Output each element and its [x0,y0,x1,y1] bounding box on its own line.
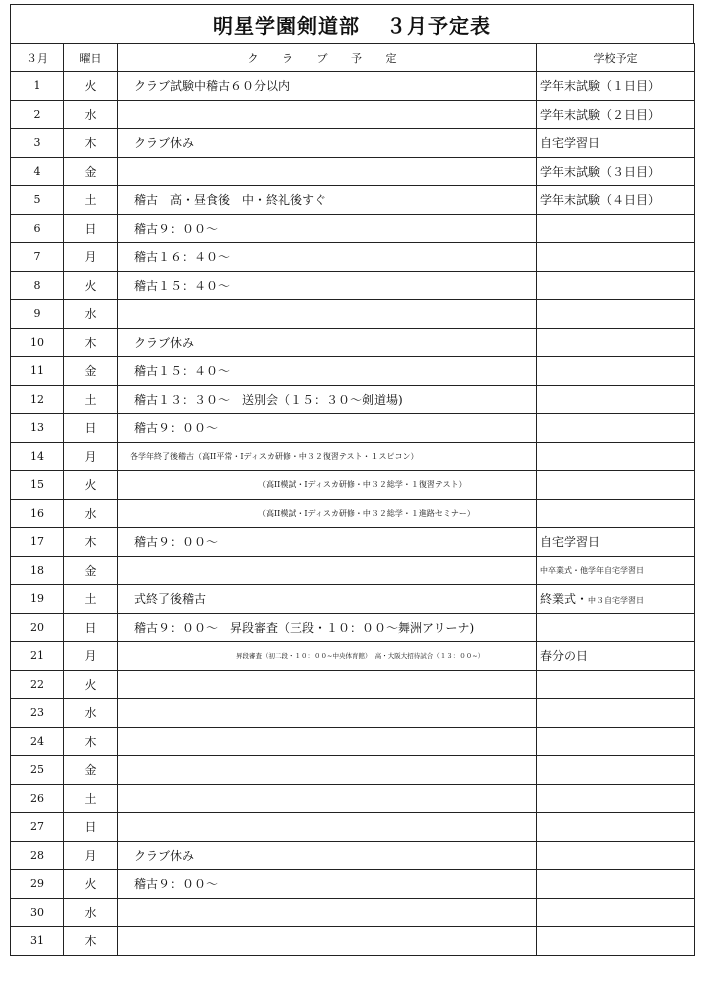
table-row [11,642,695,671]
day-cell: 火 [64,870,118,899]
day-cell: 日 [64,813,118,842]
school-cell: 学年末試験（２日目） [537,100,695,129]
club-cell: クラブ試験中稽古６０分以内 [118,72,537,101]
date-cell: 13 [11,414,64,443]
school-cell [537,328,695,357]
day-cell: 水 [64,499,118,528]
school-cell: 春分の日 [537,642,695,671]
school-cell: 学年末試験（３日目） [537,157,695,186]
day-cell: 金 [64,556,118,585]
club-cell [118,157,537,186]
header-row [11,44,695,72]
date-cell: 8 [11,271,64,300]
day-cell: 木 [64,129,118,158]
date-cell: 5 [11,186,64,215]
club-cell [118,898,537,927]
school-small: 中３自宅学習日 [588,596,645,606]
day-cell: 金 [64,157,118,186]
date-cell: 16 [11,499,64,528]
day-cell: 水 [64,898,118,927]
header-date: ３月 [11,44,64,72]
day-cell: 月 [64,243,118,272]
date-cell: 27 [11,813,64,842]
table-row [11,898,695,927]
club-cell: 各学年終了後稽古（高II平常・Iディスカ研修・中３２復習テスト・１スピコン） [118,442,537,471]
school-cell [537,756,695,785]
date-cell: 20 [11,613,64,642]
table-row [11,385,695,414]
table-row [11,756,695,785]
table-row [11,528,695,557]
day-cell: 月 [64,841,118,870]
date-cell: 28 [11,841,64,870]
schedule-sheet [10,4,694,956]
date-cell: 25 [11,756,64,785]
schedule-table [10,43,695,956]
school-cell [537,385,695,414]
date-cell: 18 [11,556,64,585]
school-cell [537,271,695,300]
date-cell: 14 [11,442,64,471]
school-cell [537,613,695,642]
club-cell: 稽古９：００～ [118,870,537,899]
school-cell [537,442,695,471]
table-row [11,328,695,357]
club-cell: 稽古９：００～ [118,214,537,243]
table-row [11,442,695,471]
day-cell: 木 [64,927,118,956]
table-row [11,157,695,186]
day-cell: 木 [64,528,118,557]
club-cell: 稽古１５：４０～ [118,271,537,300]
table-row [11,243,695,272]
club-cell [118,300,537,329]
school-cell [537,727,695,756]
day-cell: 火 [64,670,118,699]
day-cell: 火 [64,271,118,300]
club-cell [118,756,537,785]
date-cell: 2 [11,100,64,129]
school-cell [537,300,695,329]
school-cell [537,898,695,927]
table-row [11,72,695,101]
day-cell: 日 [64,414,118,443]
school-cell [537,243,695,272]
date-cell: 24 [11,727,64,756]
club-cell [118,813,537,842]
school-cell [537,927,695,956]
day-cell: 月 [64,642,118,671]
table-row [11,927,695,956]
school-cell: 学年末試験（４日目） [537,186,695,215]
club-cell [118,100,537,129]
table-row [11,699,695,728]
club-cell: 稽古９：００～ 昇段審査（三段・１０：００～舞洲アリーナ) [118,613,537,642]
table-row [11,300,695,329]
school-main: 終業式・ [540,592,589,607]
school-cell [537,699,695,728]
table-row [11,357,695,386]
school-cell [537,670,695,699]
club-cell [118,927,537,956]
date-cell: 23 [11,699,64,728]
school-cell [537,357,695,386]
table-row [11,784,695,813]
school-cell [537,841,695,870]
club-cell: クラブ休み [118,841,537,870]
date-cell: 22 [11,670,64,699]
school-cell [537,784,695,813]
date-cell: 11 [11,357,64,386]
page-title [10,4,694,43]
club-cell: 稽古１５：４０～ [118,357,537,386]
day-cell: 火 [64,471,118,500]
table-row [11,214,695,243]
date-cell: 26 [11,784,64,813]
date-cell: 3 [11,129,64,158]
date-cell: 10 [11,328,64,357]
club-cell: 稽古９：００～ [118,528,537,557]
school-cell [537,870,695,899]
school-cell [537,414,695,443]
date-cell: 4 [11,157,64,186]
table-row [11,870,695,899]
day-cell: 木 [64,727,118,756]
day-cell: 日 [64,613,118,642]
club-cell: （高II模試・Iディスカ研修・中３２総学・１進路セミナー） [118,499,537,528]
date-cell: 17 [11,528,64,557]
header-club: ク ラ ブ 予 定 [118,44,537,72]
table-row [11,841,695,870]
school-cell [537,471,695,500]
school-cell [537,214,695,243]
date-cell: 29 [11,870,64,899]
date-cell: 19 [11,585,64,614]
table-row [11,414,695,443]
school-cell: 自宅学習日 [537,129,695,158]
date-cell: 1 [11,72,64,101]
header-day: 曜日 [64,44,118,72]
club-cell: クラブ休み [118,129,537,158]
day-cell: 土 [64,186,118,215]
school-cell [537,499,695,528]
table-row [11,100,695,129]
day-cell: 金 [64,357,118,386]
date-cell: 7 [11,243,64,272]
date-cell: 9 [11,300,64,329]
header-school: 学校予定 [537,44,695,72]
day-cell: 水 [64,300,118,329]
title-main: 明星学園剣道部 [213,13,360,38]
day-cell: 水 [64,100,118,129]
title-sub: ３月予定表 [386,13,491,38]
school-cell: 自宅学習日 [537,528,695,557]
date-cell: 6 [11,214,64,243]
day-cell: 火 [64,72,118,101]
club-cell [118,699,537,728]
date-cell: 30 [11,898,64,927]
table-row [11,556,695,585]
date-cell: 12 [11,385,64,414]
date-cell: 15 [11,471,64,500]
table-row [11,813,695,842]
club-cell: 稽古１３：３０～ 送別会（１５：３０～剣道場) [118,385,537,414]
club-cell [118,784,537,813]
day-cell: 木 [64,328,118,357]
club-cell: （高II模試・Iディスカ研修・中３２総学・１復習テスト） [118,471,537,500]
club-cell [118,556,537,585]
club-cell: 稽古 高・昼食後 中・終礼後すぐ [118,186,537,215]
school-cell [537,585,695,614]
day-cell: 月 [64,442,118,471]
club-cell: 式終了後稽古 [118,585,537,614]
table-row [11,271,695,300]
table-row [11,186,695,215]
day-cell: 土 [64,385,118,414]
club-cell [118,670,537,699]
club-cell: 昇段審査（初二段・１０：００~中央体育館） 高・大阪大招待試合（１３：００~） [118,642,537,671]
day-cell: 土 [64,784,118,813]
school-cell [537,813,695,842]
table-row [11,727,695,756]
table-row [11,613,695,642]
table-row [11,499,695,528]
table-row [11,471,695,500]
day-cell: 金 [64,756,118,785]
day-cell: 水 [64,699,118,728]
date-cell: 31 [11,927,64,956]
table-row [11,129,695,158]
club-cell [118,727,537,756]
table-row [11,585,695,614]
club-cell: 稽古１６：４０～ [118,243,537,272]
club-cell: 稽古９：００～ [118,414,537,443]
day-cell: 土 [64,585,118,614]
school-cell: 学年末試験（１日目） [537,72,695,101]
table-row [11,670,695,699]
day-cell: 日 [64,214,118,243]
club-cell: クラブ休み [118,328,537,357]
school-cell: 中卒業式・他学年自宅学習日 [537,556,695,585]
date-cell: 21 [11,642,64,671]
